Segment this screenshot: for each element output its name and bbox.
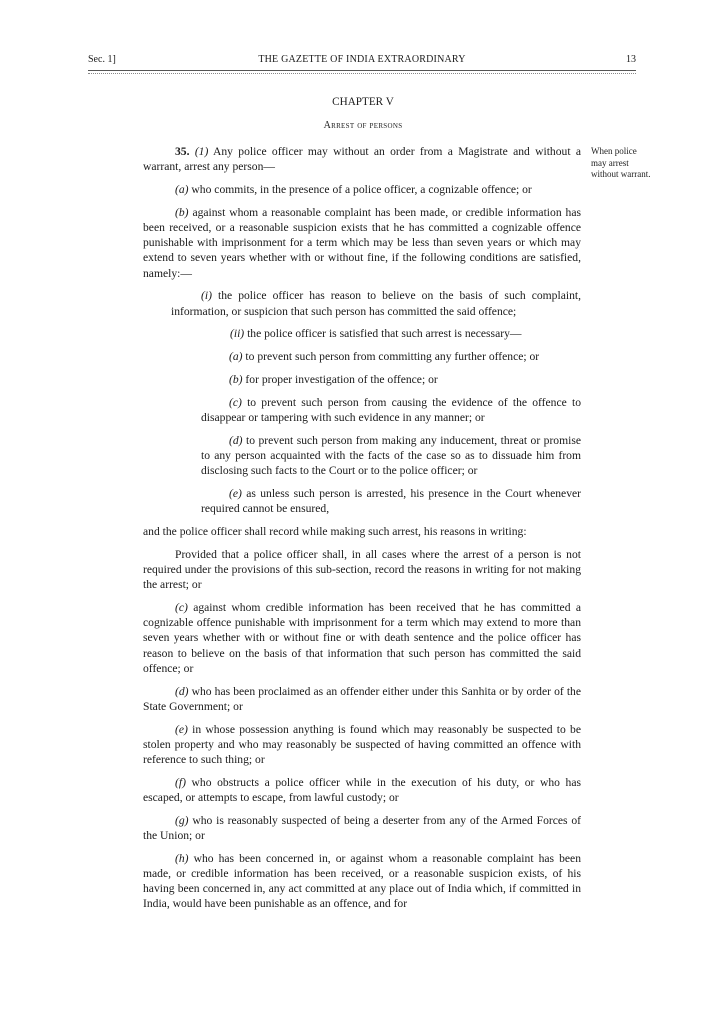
record-text: and the police officer shall record while making such arrest, his reasons in writing:: [143, 525, 527, 538]
clause-label: (e): [175, 722, 188, 736]
clause-text: who obstructs a police officer while in the execution of his duty, or who has escaped, or attempts to escape, from lawful custody; or: [143, 775, 581, 805]
clause-label: (f): [175, 775, 186, 789]
section-body: [143, 144, 581, 919]
condition-label: (i): [201, 289, 212, 303]
gazette-title: THE GAZETTE OF INDIA EXTRAORDINARY: [258, 54, 466, 65]
header-rule-dotted: [88, 73, 636, 74]
subcondition-text: as unless such person is arrested, his presence in the Court whenever required cannot be ensured,: [201, 487, 581, 516]
condition-text: the police officer is satisfied that such arrest is necessary—: [244, 327, 522, 341]
clause-label: (d): [175, 684, 189, 698]
clause: [143, 775, 581, 805]
subcondition: [143, 486, 581, 516]
subcondition-text: to prevent such person from making any inducement, threat or promise to any person acquainted with the facts of the case so as to dissuade him from disclosing such facts to the Court or to the police officer; or: [201, 433, 581, 478]
clause-text: against whom a reasonable complaint has been made, or credible information has been received, or a reasonable suspicion exists that he has committed a cognizable offence punishable with imprisonment for a term which may be less than seven years or which may extend to seven years whether with or without fine, if the following conditions are satisfied, namely:—: [143, 205, 581, 280]
lead-text: Any police officer may without an order from a Magistrate and without a warrant, arrest any person—: [143, 145, 581, 174]
margin-note: When police may arrest without warrant.: [591, 146, 651, 179]
clause-label: (b): [175, 205, 189, 219]
clause-text: who has been concerned in, or against whom a reasonable complaint has been made, or credible information has been received, or a reasonable suspicion exists, of his having been concerned in, any act committed at any place out of India which, if committed in India, would have been punishable as an offence, and for: [143, 851, 581, 911]
subcondition-label: (b): [229, 373, 243, 386]
clause: [143, 182, 581, 197]
clause-label: (h): [175, 851, 189, 865]
condition: [143, 326, 581, 341]
subcondition-text: for proper investigation of the offence; or: [242, 373, 438, 386]
subcondition: [143, 372, 581, 387]
clause-text: who commits, in the presence of a police officer, a cognizable offence; or: [188, 183, 532, 196]
clause: [143, 813, 581, 843]
clause: [143, 851, 581, 912]
subcondition: [143, 395, 581, 425]
clause: [143, 600, 581, 676]
clause-label: (a): [175, 183, 189, 196]
clause: [143, 722, 581, 768]
chapter-subtitle: Arrest of persons: [323, 120, 403, 131]
header-rule: [88, 70, 636, 71]
page-header: [88, 53, 636, 67]
proviso: Provided that a police officer shall, in all cases where the arrest of a person is not required under the provisions of this sub-section, record the reasons in writing for not making the arrest; or: [143, 547, 581, 592]
condition-label: (ii): [230, 327, 245, 341]
clause-text: who has been proclaimed as an offender either under this Sanhita or by order of the State Government; or: [143, 684, 581, 713]
subcondition: [143, 433, 581, 479]
clause: [143, 205, 581, 281]
subcondition-label: (c): [229, 395, 242, 409]
section-number: 35.: [175, 145, 190, 158]
chapter-title: CHAPTER V: [332, 96, 394, 108]
clause-text: in whose possession anything is found which may reasonably be suspected to be stolen property and who may reasonably be suspected of having committed an offence with reference to such thing; or: [143, 722, 581, 767]
subcondition-label: (d): [229, 433, 243, 447]
page-number: 13: [626, 54, 636, 65]
subcondition-text: to prevent such person from committing any further offence; or: [242, 350, 540, 364]
subcondition-label: (e): [229, 487, 242, 500]
clause-text: who is reasonably suspected of being a deserter from any of the Armed Forces of the Union; or: [143, 813, 581, 843]
clause-label: (g): [175, 813, 189, 827]
condition-text: the police officer has reason to believe on the basis of such complaint, information, or suspicion that such person has committed the said offence;: [171, 289, 581, 318]
clause-text: against whom credible information has been received that he has committed a cognizable offence punishable with imprisonment for a term which may extend to more than seven years whether with or without fine or with death sentence and the police officer has reason to believe on the basis of that information that such person has committed the said offence; or: [143, 601, 581, 675]
clause-label: (c): [175, 601, 188, 614]
section-lead: [143, 144, 581, 174]
subcondition: [143, 349, 581, 364]
subsection-label: (1): [194, 145, 209, 158]
section-ref: Sec. 1]: [88, 54, 116, 65]
subcondition-label: (a): [229, 350, 243, 364]
clause: [143, 684, 581, 714]
condition: [143, 288, 581, 318]
subcondition-text: to prevent such person from causing the evidence of the offence to disappear or tampering with such evidence in any manner; or: [201, 395, 581, 424]
